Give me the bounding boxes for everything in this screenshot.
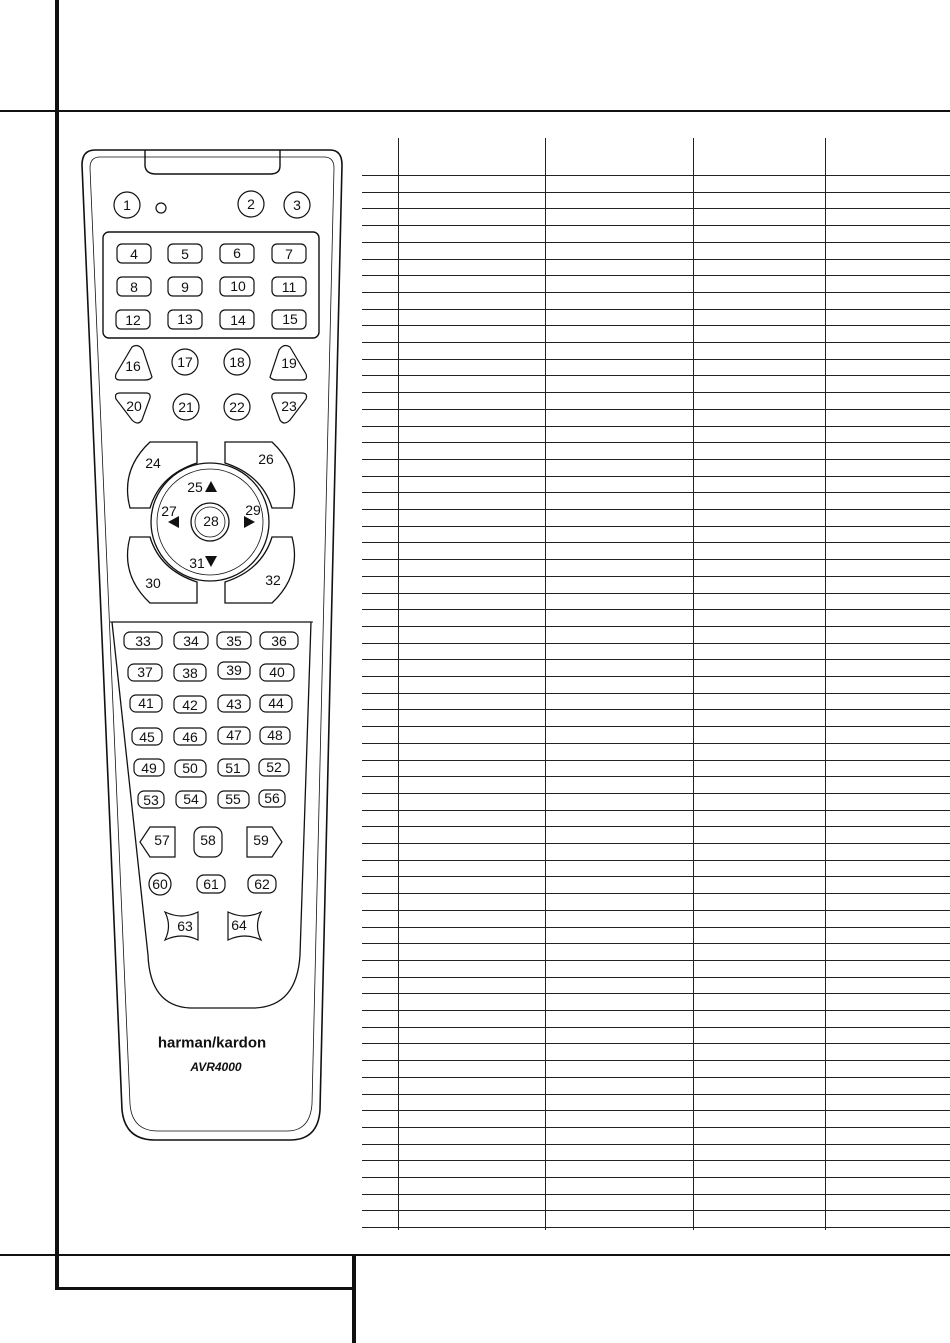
key-label-58[interactable]: 58 — [200, 832, 216, 848]
table-row — [362, 1210, 950, 1211]
table-row — [362, 643, 950, 644]
key-label-7[interactable]: 7 — [285, 246, 293, 262]
table-row — [362, 826, 950, 827]
key-label-46[interactable]: 46 — [182, 729, 198, 745]
key-label-11[interactable]: 11 — [281, 279, 297, 295]
table-row — [362, 810, 950, 811]
key-label-40[interactable]: 40 — [269, 664, 285, 680]
key-label-52[interactable]: 52 — [266, 759, 282, 775]
key-label-9[interactable]: 9 — [181, 279, 189, 295]
key-label-48[interactable]: 48 — [267, 727, 283, 743]
table-row — [362, 1160, 950, 1161]
brand-logo: harman/kardon — [157, 1034, 267, 1052]
table-row — [362, 1177, 950, 1178]
table-row — [362, 927, 950, 928]
table-row — [362, 1060, 950, 1061]
key-label-10[interactable]: 10 — [230, 278, 246, 294]
key-label-59[interactable]: 59 — [253, 832, 269, 848]
table-row — [362, 576, 950, 577]
bottom-rule — [0, 1254, 950, 1256]
source-keys — [116, 244, 306, 329]
led-icon — [156, 203, 166, 213]
table-row — [362, 1194, 950, 1195]
key-label-4[interactable]: 4 — [130, 246, 138, 262]
table-row — [362, 993, 950, 994]
key-label-61[interactable]: 61 — [203, 876, 219, 892]
table-row — [362, 275, 950, 276]
table-row — [362, 1127, 950, 1128]
key-label-56[interactable]: 56 — [264, 790, 280, 806]
key-label-14[interactable]: 14 — [230, 312, 246, 328]
ir-window — [145, 150, 280, 174]
key-label-29[interactable]: 29 — [245, 502, 261, 518]
key-label-39[interactable]: 39 — [226, 662, 242, 678]
table-row — [362, 325, 950, 326]
table-row — [362, 375, 950, 376]
key-label-13[interactable]: 13 — [177, 311, 193, 327]
table-row — [362, 175, 950, 176]
table-row — [362, 910, 950, 911]
key-label-15[interactable]: 15 — [282, 311, 298, 327]
remote-body-outline — [82, 150, 342, 1140]
table-row — [362, 776, 950, 777]
key-label-32[interactable]: 32 — [265, 572, 281, 588]
table-row — [362, 392, 950, 393]
table-row — [362, 1110, 950, 1111]
key-label-1[interactable]: 1 — [123, 197, 131, 213]
table-row — [362, 943, 950, 944]
table-column-divider — [693, 138, 694, 1230]
table-row — [362, 1043, 950, 1044]
table-row — [362, 1144, 950, 1145]
table-row — [362, 977, 950, 978]
table-row — [362, 476, 950, 477]
table-row — [362, 709, 950, 710]
table-row — [362, 192, 950, 193]
table-row — [362, 292, 950, 293]
table-row — [362, 242, 950, 243]
key-label-53[interactable]: 53 — [143, 792, 159, 808]
key-label-34[interactable]: 34 — [183, 633, 199, 649]
key-label-21[interactable]: 21 — [178, 399, 194, 415]
table-row — [362, 893, 950, 894]
key-label-12[interactable]: 12 — [125, 312, 141, 328]
key-label-17[interactable]: 17 — [177, 354, 193, 370]
key-label-36[interactable]: 36 — [271, 633, 287, 649]
table-row — [362, 526, 950, 527]
table-row — [362, 860, 950, 861]
table-column-divider — [825, 138, 826, 1230]
table-row — [362, 1094, 950, 1095]
key-label-50[interactable]: 50 — [182, 760, 198, 776]
key-label-44[interactable]: 44 — [268, 695, 284, 711]
key-label-33[interactable]: 33 — [135, 633, 151, 649]
table-row — [362, 342, 950, 343]
key-30-shape — [128, 537, 198, 603]
round-keys — [114, 191, 310, 420]
table-row — [362, 459, 950, 460]
key-label-38[interactable]: 38 — [182, 665, 198, 681]
table-row — [362, 359, 950, 360]
key-label-42[interactable]: 42 — [182, 697, 198, 713]
table-row — [362, 409, 950, 410]
key-label-18[interactable]: 18 — [229, 354, 245, 370]
table-row — [362, 876, 950, 877]
key-label-35[interactable]: 35 — [226, 633, 242, 649]
table-row — [362, 726, 950, 727]
key-label-2[interactable]: 2 — [247, 196, 255, 212]
key-label-41[interactable]: 41 — [138, 695, 154, 711]
key-label-25[interactable]: 25 — [187, 479, 203, 495]
table-row — [362, 760, 950, 761]
table-row — [362, 542, 950, 543]
key-label-63[interactable]: 63 — [177, 918, 193, 934]
table-column-divider — [398, 138, 399, 1230]
key-32-shape — [225, 537, 295, 603]
table-row — [362, 208, 950, 209]
key-label-23[interactable]: 23 — [281, 398, 297, 414]
key-label-51[interactable]: 51 — [225, 760, 241, 776]
key-label-22[interactable]: 22 — [229, 399, 245, 415]
table-row — [362, 693, 950, 694]
key-label-47[interactable]: 47 — [226, 727, 242, 743]
key-label-6[interactable]: 6 — [233, 245, 241, 261]
table-row — [362, 426, 950, 427]
key-label-31[interactable]: 31 — [189, 555, 205, 571]
key-label-43[interactable]: 43 — [226, 696, 242, 712]
table-row — [362, 960, 950, 961]
table-row — [362, 676, 950, 677]
footer-box-bottom — [55, 1287, 355, 1290]
table-row — [362, 259, 950, 260]
key-label-64[interactable]: 64 — [231, 917, 247, 933]
table-row — [362, 609, 950, 610]
key-label-60[interactable]: 60 — [152, 876, 168, 892]
key-label-5[interactable]: 5 — [181, 246, 189, 262]
table-row — [362, 743, 950, 744]
key-label-8[interactable]: 8 — [130, 279, 138, 295]
table-row — [362, 843, 950, 844]
table-row — [362, 659, 950, 660]
key-label-19[interactable]: 19 — [281, 355, 297, 371]
table-column-divider — [545, 138, 546, 1230]
table-row — [362, 1027, 950, 1028]
model-name: AVR4000 — [190, 1060, 242, 1074]
key-label-20[interactable]: 20 — [126, 398, 142, 414]
key-label-57[interactable]: 57 — [154, 832, 170, 848]
key-label-62[interactable]: 62 — [254, 876, 270, 892]
table-row — [362, 309, 950, 310]
table-row — [362, 492, 950, 493]
key-label-28[interactable]: 28 — [203, 513, 219, 529]
key-label-27[interactable]: 27 — [161, 503, 177, 519]
key-label-45[interactable]: 45 — [139, 729, 155, 745]
key-label-54[interactable]: 54 — [183, 791, 199, 807]
key-label-55[interactable]: 55 — [225, 791, 241, 807]
table-row — [362, 225, 950, 226]
key-label-24[interactable]: 24 — [145, 455, 161, 471]
key-label-26[interactable]: 26 — [258, 451, 274, 467]
table-row — [362, 593, 950, 594]
key-label-49[interactable]: 49 — [141, 760, 157, 776]
table-row — [362, 1010, 950, 1011]
table-row — [362, 1227, 950, 1228]
key-label-30[interactable]: 30 — [145, 575, 161, 591]
key-label-37[interactable]: 37 — [137, 664, 153, 680]
remote-control-illustration — [0, 0, 360, 1160]
footer-divider — [352, 1254, 356, 1343]
table-row — [362, 442, 950, 443]
key-label-3[interactable]: 3 — [293, 197, 301, 213]
function-table — [362, 138, 950, 1230]
arrow-down-icon — [205, 556, 217, 567]
table-row — [362, 559, 950, 560]
key-label-16[interactable]: 16 — [125, 358, 141, 374]
table-row — [362, 1077, 950, 1078]
table-row — [362, 509, 950, 510]
table-row — [362, 626, 950, 627]
arrow-up-icon — [205, 481, 217, 492]
table-row — [362, 793, 950, 794]
